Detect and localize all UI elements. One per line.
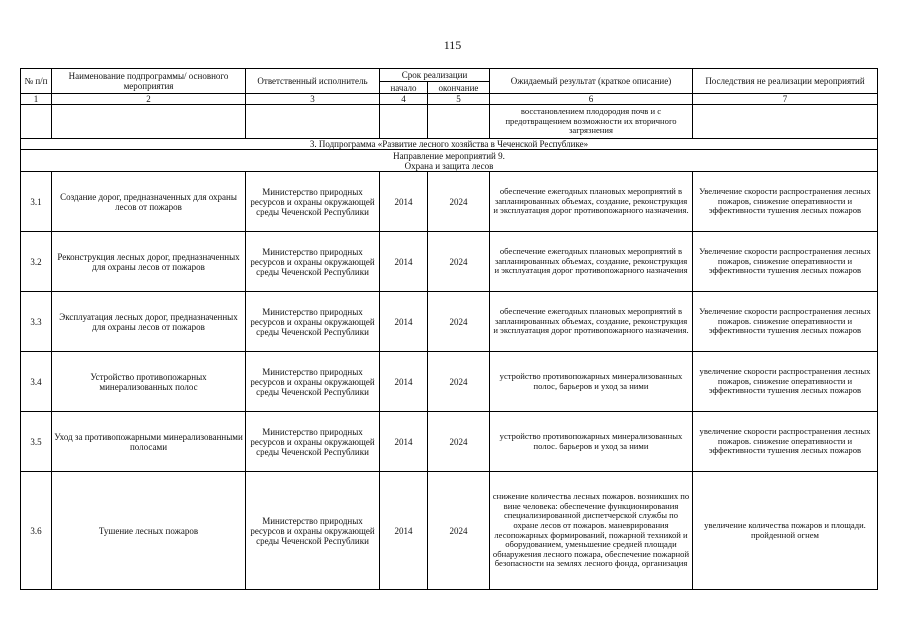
row-consequences: увеличение скорости распространения лесных пожаров. снижение оперативности и эффективности тушения лесных пожаров [693,412,878,472]
page-number: 115 [443,38,462,52]
row-end: 2024 [428,172,490,232]
table-row [21,472,878,590]
direction-row [21,150,878,172]
row-result: обеспечение ежегодных плановых мероприятий в запланированных объемах, создание, реконструкция и эксплуатация дорог противопожарного назначения. [490,292,693,352]
row-num: 3.3 [21,292,52,352]
column-number: 4 [380,94,428,105]
row-end: 2024 [428,232,490,292]
row-end: 2024 [428,292,490,352]
table-row [21,232,878,292]
continuation-num [21,105,52,139]
row-name: Эксплуатация лесных дорог, предназначенных для охраны лесов от пожаров [52,292,246,352]
row-end: 2024 [428,412,490,472]
direction-subtitle: Охрана и защита лесов [404,160,494,171]
column-number: 7 [693,94,878,105]
subprogram-title: 3. Подпрограмма «Развитие лесного хозяйства в Чеченской Республике» [21,139,878,150]
row-name: Создание дорог, предназначенных для охраны лесов от пожаров [52,172,246,232]
header-period: Срок реализации [380,69,490,82]
header-num: № п/п [21,69,52,94]
column-number: 6 [490,94,693,105]
row-name: Реконструкция лесных дорог, предназначенных для охраны лесов от пожаров [52,232,246,292]
row-end: 2024 [428,352,490,412]
row-consequences: Увеличение скорости распространения лесных пожаров, снижение оперативности и эффективности тушения лесных пожаров [693,172,878,232]
continuation-result: восстановлением плодородия почв и с предотвращением возможности их вторичного загрязнения [490,105,693,139]
column-number: 1 [21,94,52,105]
row-start: 2014 [380,412,428,472]
column-number: 3 [246,94,380,105]
table-row [21,352,878,412]
row-executor: Министерство природных ресурсов и охраны окружающей среды Чеченской Республики [246,172,380,232]
column-number: 5 [428,94,490,105]
continuation-executor [246,105,380,139]
row-result: устройство противопожарных минерализованных полос. барьеров и уход за ними [490,412,693,472]
continuation-name [52,105,246,139]
continuation-consequences [693,105,878,139]
row-start: 2014 [380,292,428,352]
table-row [21,172,878,232]
header-name: Наименование подпрограммы/ основного мероприятия [52,69,246,94]
header-executor: Ответственный исполнитель [246,69,380,94]
row-start: 2014 [380,232,428,292]
row-executor: Министерство природных ресурсов и охраны окружающей среды Чеченской Республики [246,352,380,412]
row-result: снижение количества лесных пожаров. возникших по вине человека: обеспечение функционирования специализированной диспетчерской службы по охране лесов от пожаров. маневрирования лесопожарных формирований, пожарной техникой и оборудованием, уменьшение средней площади обнаружения лесного пожара, обеспечение пожарной безопасности на землях лесного фонда, организация [490,472,693,590]
continuation-start [380,105,428,139]
row-start: 2014 [380,352,428,412]
header-start: начало [380,82,428,94]
subprogram-row [21,139,878,150]
row-executor: Министерство природных ресурсов и охраны окружающей среды Чеченской Республики [246,472,380,590]
header-result: Ожидаемый результат (краткое описание) [490,69,693,94]
table-row [21,292,878,352]
row-name: Тушение лесных пожаров [52,472,246,590]
row-result: обеспечение ежегодных плановых мероприятий в запланированных объемах, создание, реконструкция и эксплуатация дорог противопожарного назначения [490,232,693,292]
row-num: 3.1 [21,172,52,232]
row-num: 3.2 [21,232,52,292]
table-row [21,412,878,472]
row-start: 2014 [380,172,428,232]
row-end: 2024 [428,472,490,590]
program-measures-table [20,68,878,590]
row-consequences: увеличение скорости распространения лесных пожаров, снижение оперативности и эффективности тушения лесных пожаров [693,352,878,412]
row-num: 3.4 [21,352,52,412]
row-name: Устройство противопожарных минерализованных полос [52,352,246,412]
direction-title: Направление мероприятий 9. [393,150,505,161]
row-consequences: увеличение количества пожаров и площади. пройденной огнем [693,472,878,590]
row-num: 3.6 [21,472,52,590]
continuation-end [428,105,490,139]
row-name: Уход за противопожарными минерализованными полосами [52,412,246,472]
direction-heading [21,150,878,172]
header-consequences: Последствия не реализации мероприятий [693,69,878,94]
row-executor: Министерство природных ресурсов и охраны окружающей среды Чеченской Республики [246,412,380,472]
row-consequences: Увеличение скорости распространения лесных пожаров, снижение оперативности и эффективности тушения лесных пожаров [693,232,878,292]
row-start: 2014 [380,472,428,590]
row-executor: Министерство природных ресурсов и охраны окружающей среды Чеченской Республики [246,292,380,352]
row-result: обеспечение ежегодных плановых мероприятий в запланированных объемах, создание, реконструкция и эксплуатация дорог противопожарного назначения. [490,172,693,232]
row-result: устройство противопожарных минерализованных полос, барьеров и уход за ними [490,352,693,412]
continuation-row [21,105,878,139]
row-num: 3.5 [21,412,52,472]
header-row-top [21,69,878,82]
column-number: 2 [52,94,246,105]
column-number-row [21,94,878,105]
header-end: окончание [428,82,490,94]
row-executor: Министерство природных ресурсов и охраны окружающей среды Чеченской Республики [246,232,380,292]
row-consequences: Увеличение скорости распространения лесных пожаров. снижение оперативности и эффективности тушения лесных пожаров [693,292,878,352]
